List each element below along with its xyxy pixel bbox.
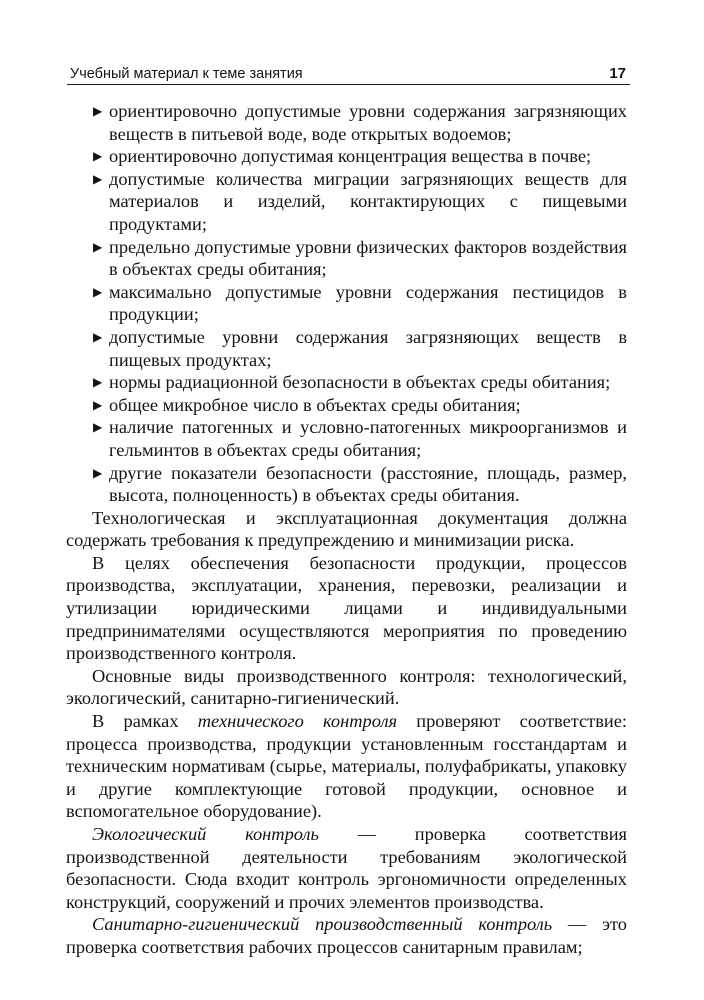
term-ecological-control: Экологический контроль	[92, 824, 319, 844]
bullet-triangle-icon: ▶	[93, 420, 103, 435]
list-item: ▶ наличие патогенных и условно-патогенных микроорганизмов и гельминтов в объектах среды обитания;	[93, 417, 627, 460]
bullet-triangle-icon: ▶	[93, 284, 103, 299]
list-item: ▶ допустимые количества миграции загрязняющих веществ для материалов и изделий, контактирующих с пищевыми продуктами;	[93, 168, 627, 234]
term-technical-control: технического контроля	[197, 711, 398, 732]
bullet-triangle-icon: ▶	[93, 329, 103, 344]
paragraph-sanitary-control: Санитарно-гигиенический производственный контроль — это проверка соответствия рабочих процессов санитарным правилам;	[66, 914, 627, 957]
bullet-triangle-icon: ▶	[93, 465, 103, 480]
bullet-triangle-icon: ▶	[93, 397, 103, 412]
bullet-triangle-icon: ▶	[93, 149, 103, 164]
paragraph-control-types: Основные виды производственного контроля: технологический, экологический, санитарно-гигиенический.	[66, 665, 627, 709]
bullet-list	[92, 100, 627, 507]
list-item: ▶ максимально допустимые уровни содержания пестицидов в продукции;	[93, 281, 627, 325]
term-sanitary-control: Санитарно-гигиенический производственный контроль	[92, 914, 553, 935]
paragraph-technical-control: В рамках технического контроля проверяют соответствие: процесса производства, продукции установленным госстандартам и техническим нормативам (сырье, материалы, полуфабрикаты, упаковку и другие комплектующие готовой продукции, основное и вспомогательное оборудование).	[66, 711, 627, 822]
list-item: ▶ предельно допустимые уровни физических факторов воздействия в объектах среды обитания;	[93, 236, 627, 280]
bullet-triangle-icon: ▶	[93, 375, 103, 390]
list-item: ▶ допустимые уровни содержания загрязняющих веществ в пищевых продуктах;	[93, 326, 627, 370]
header-title: Учебный материал к теме занятия	[70, 66, 303, 82]
page-body	[66, 100, 628, 959]
list-item: ▶ другие показатели безопасности (расстояние, площадь, размер, высота, полноценность) в объектах среды обитания.	[93, 462, 627, 506]
bullet-triangle-icon: ▶	[93, 171, 103, 186]
paragraph-ecological-control: Экологический контроль — проверка соответствия производственной деятельности требованиям экологической безопасности. Сюда входит контроль эргономичности определенных конструкций, сооружений и прочих элементов производства.	[66, 824, 628, 912]
paragraph-documentation: Технологическая и эксплуатационная документация должна содержать требования к предупреждению и минимизации риска.	[66, 507, 627, 551]
bullet-triangle-icon: ▶	[93, 104, 103, 118]
list-item: ▶ ориентировочно допустимая концентрация вещества в почве;	[93, 146, 592, 167]
running-header	[67, 62, 630, 85]
body-text	[66, 507, 627, 959]
list-item: ▶ ориентировочно допустимые уровни содержания загрязняющих веществ в питьевой воде, воде открытых водоемов;	[93, 101, 627, 144]
list-item: ▶ нормы радиационной безопасности в объектах среды обитания;	[93, 372, 611, 393]
paragraph-safety-measures: В целях обеспечения безопасности продукции, процессов производства, эксплуатации, хранения, перевозки, реализации и утилизации юридическими лицами и индивидуальными предпринимателями осуществляются мероприятия по проведению производственного контроля.	[66, 552, 627, 664]
list-item: ▶ общее микробное число в объектах среды обитания;	[93, 394, 521, 415]
bullet-triangle-icon: ▶	[93, 239, 103, 254]
page-number: 17	[609, 65, 626, 82]
